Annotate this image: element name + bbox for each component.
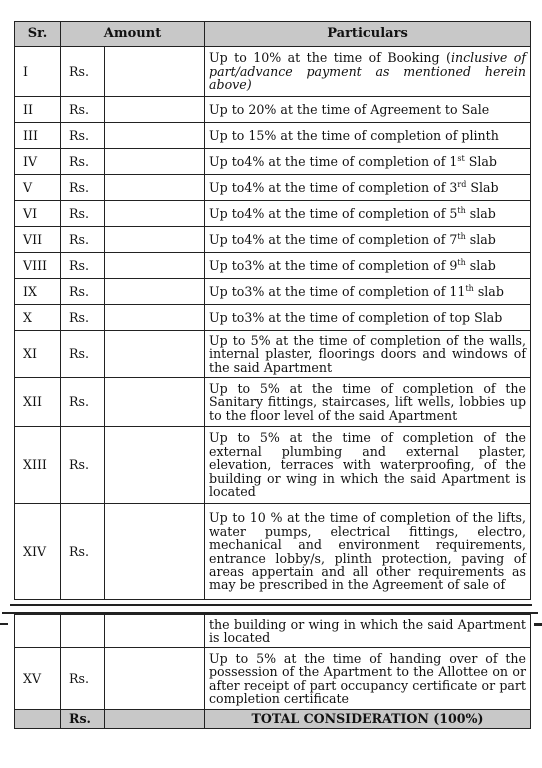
amount-cell	[105, 123, 205, 149]
rs-cell: Rs.	[61, 305, 105, 331]
particulars-cell: Up to3% at the time of completion of 9th slab	[205, 253, 531, 279]
header-particulars: Particulars	[205, 22, 531, 47]
sr-cell: XII	[15, 378, 61, 427]
rs-cell: Rs.	[61, 648, 105, 710]
amount-cell	[105, 201, 205, 227]
table-row	[15, 279, 531, 305]
particulars-cell: Up to 20% at the time of Agreement to Sale	[205, 97, 531, 123]
particulars-cell: Up to4% at the time of completion of 3rd Slab	[205, 175, 531, 201]
payment-schedule-table	[14, 21, 531, 600]
rs-cell: Rs.	[61, 427, 105, 504]
sr-cell: II	[15, 97, 61, 123]
page-edge-mark-right	[534, 623, 542, 626]
rs-cell	[61, 615, 105, 648]
sr-cell: VIII	[15, 253, 61, 279]
particulars-cell: Up to 10% at the time of Booking (inclusive of part/advance payment as mentioned herein above)	[205, 47, 531, 97]
rs-cell: Rs.	[61, 201, 105, 227]
table-row	[15, 427, 531, 504]
particulars-cell: Up to 5% at the time of completion of the walls, internal plaster, floorings doors and windows of the said Apartment	[205, 331, 531, 378]
header-amount: Amount	[61, 22, 205, 47]
amount-cell	[105, 710, 205, 729]
particulars-cell: Up to3% at the time of completion of 11th slab	[205, 279, 531, 305]
particulars-cell: Up to4% at the time of completion of 5th slab	[205, 201, 531, 227]
amount-cell	[105, 615, 205, 648]
amount-cell	[105, 648, 205, 710]
table-row	[15, 305, 531, 331]
amount-cell	[105, 331, 205, 378]
particulars-cell: Up to 5% at the time of handing over of the possession of the Apartment to the Allottee on or after receipt of part occupancy certificate or part completion certificate	[205, 648, 531, 710]
amount-cell	[105, 227, 205, 253]
table-header-row	[15, 22, 531, 47]
header-sr: Sr.	[15, 22, 61, 47]
table-row	[15, 331, 531, 378]
sr-cell: VII	[15, 227, 61, 253]
amount-cell	[105, 504, 205, 600]
page-break-rule-top	[10, 604, 532, 606]
rs-cell: Rs.	[61, 710, 105, 729]
rs-cell: Rs.	[61, 331, 105, 378]
sr-cell: XIII	[15, 427, 61, 504]
table-row	[15, 47, 531, 97]
sr-cell: III	[15, 123, 61, 149]
amount-cell	[105, 279, 205, 305]
table-row	[15, 97, 531, 123]
particulars-cell: Up to4% at the time of completion of 1st Slab	[205, 149, 531, 175]
table-row	[15, 123, 531, 149]
sr-cell: IX	[15, 279, 61, 305]
rs-cell: Rs.	[61, 175, 105, 201]
sr-cell: VI	[15, 201, 61, 227]
amount-cell	[105, 253, 205, 279]
rs-cell: Rs.	[61, 123, 105, 149]
sr-cell	[15, 710, 61, 729]
sr-cell	[15, 615, 61, 648]
table-row	[15, 201, 531, 227]
table-row	[15, 149, 531, 175]
sr-cell: IV	[15, 149, 61, 175]
total-row	[15, 710, 531, 729]
amount-cell	[105, 305, 205, 331]
amount-cell	[105, 149, 205, 175]
particulars-cell: Up to 10 % at the time of completion of the lifts, water pumps, electrical fittings, electro, mechanical and environment requirements, entrance lobby/s, plinth protection, paving of areas appertain and all other requirements as may be prescribed in the Agreement of sale of	[205, 504, 531, 600]
amount-cell	[105, 175, 205, 201]
rs-cell: Rs.	[61, 378, 105, 427]
particulars-cell: Up to4% at the time of completion of 7th slab	[205, 227, 531, 253]
table-row	[15, 378, 531, 427]
particulars-cell: Up to 5% at the time of completion of the Sanitary fittings, staircases, lift wells, lobbies up to the floor level of the said Apartment	[205, 378, 531, 427]
particulars-cell: Up to 15% at the time of completion of plinth	[205, 123, 531, 149]
sr-cell: V	[15, 175, 61, 201]
sr-cell: X	[15, 305, 61, 331]
rs-cell: Rs.	[61, 279, 105, 305]
amount-cell	[105, 427, 205, 504]
table-row	[15, 648, 531, 710]
sr-cell: XV	[15, 648, 61, 710]
sr-cell: I	[15, 47, 61, 97]
rs-cell: Rs.	[61, 227, 105, 253]
table-row	[15, 175, 531, 201]
payment-schedule-table-continued	[14, 614, 531, 729]
particulars-cell: Up to 5% at the time of completion of the external plumbing and external plaster, elevation, terraces with waterproofing, of the building or wing in which the said Apartment is located	[205, 427, 531, 504]
rs-cell: Rs.	[61, 149, 105, 175]
rs-cell: Rs.	[61, 97, 105, 123]
amount-cell	[105, 378, 205, 427]
rs-cell: Rs.	[61, 47, 105, 97]
sr-cell: XIV	[15, 504, 61, 600]
particulars-cell: the building or wing in which the said Apartment is located	[205, 615, 531, 648]
rs-cell: Rs.	[61, 253, 105, 279]
page-edge-mark-left	[0, 623, 8, 625]
rs-cell: Rs.	[61, 504, 105, 600]
total-label: TOTAL CONSIDERATION (100%)	[205, 710, 531, 729]
table-row	[15, 504, 531, 600]
table-row	[15, 227, 531, 253]
amount-cell	[105, 47, 205, 97]
table-row	[15, 253, 531, 279]
amount-cell	[105, 97, 205, 123]
particulars-cell: Up to3% at the time of completion of top Slab	[205, 305, 531, 331]
sr-cell: XI	[15, 331, 61, 378]
table-row-continued	[15, 615, 531, 648]
